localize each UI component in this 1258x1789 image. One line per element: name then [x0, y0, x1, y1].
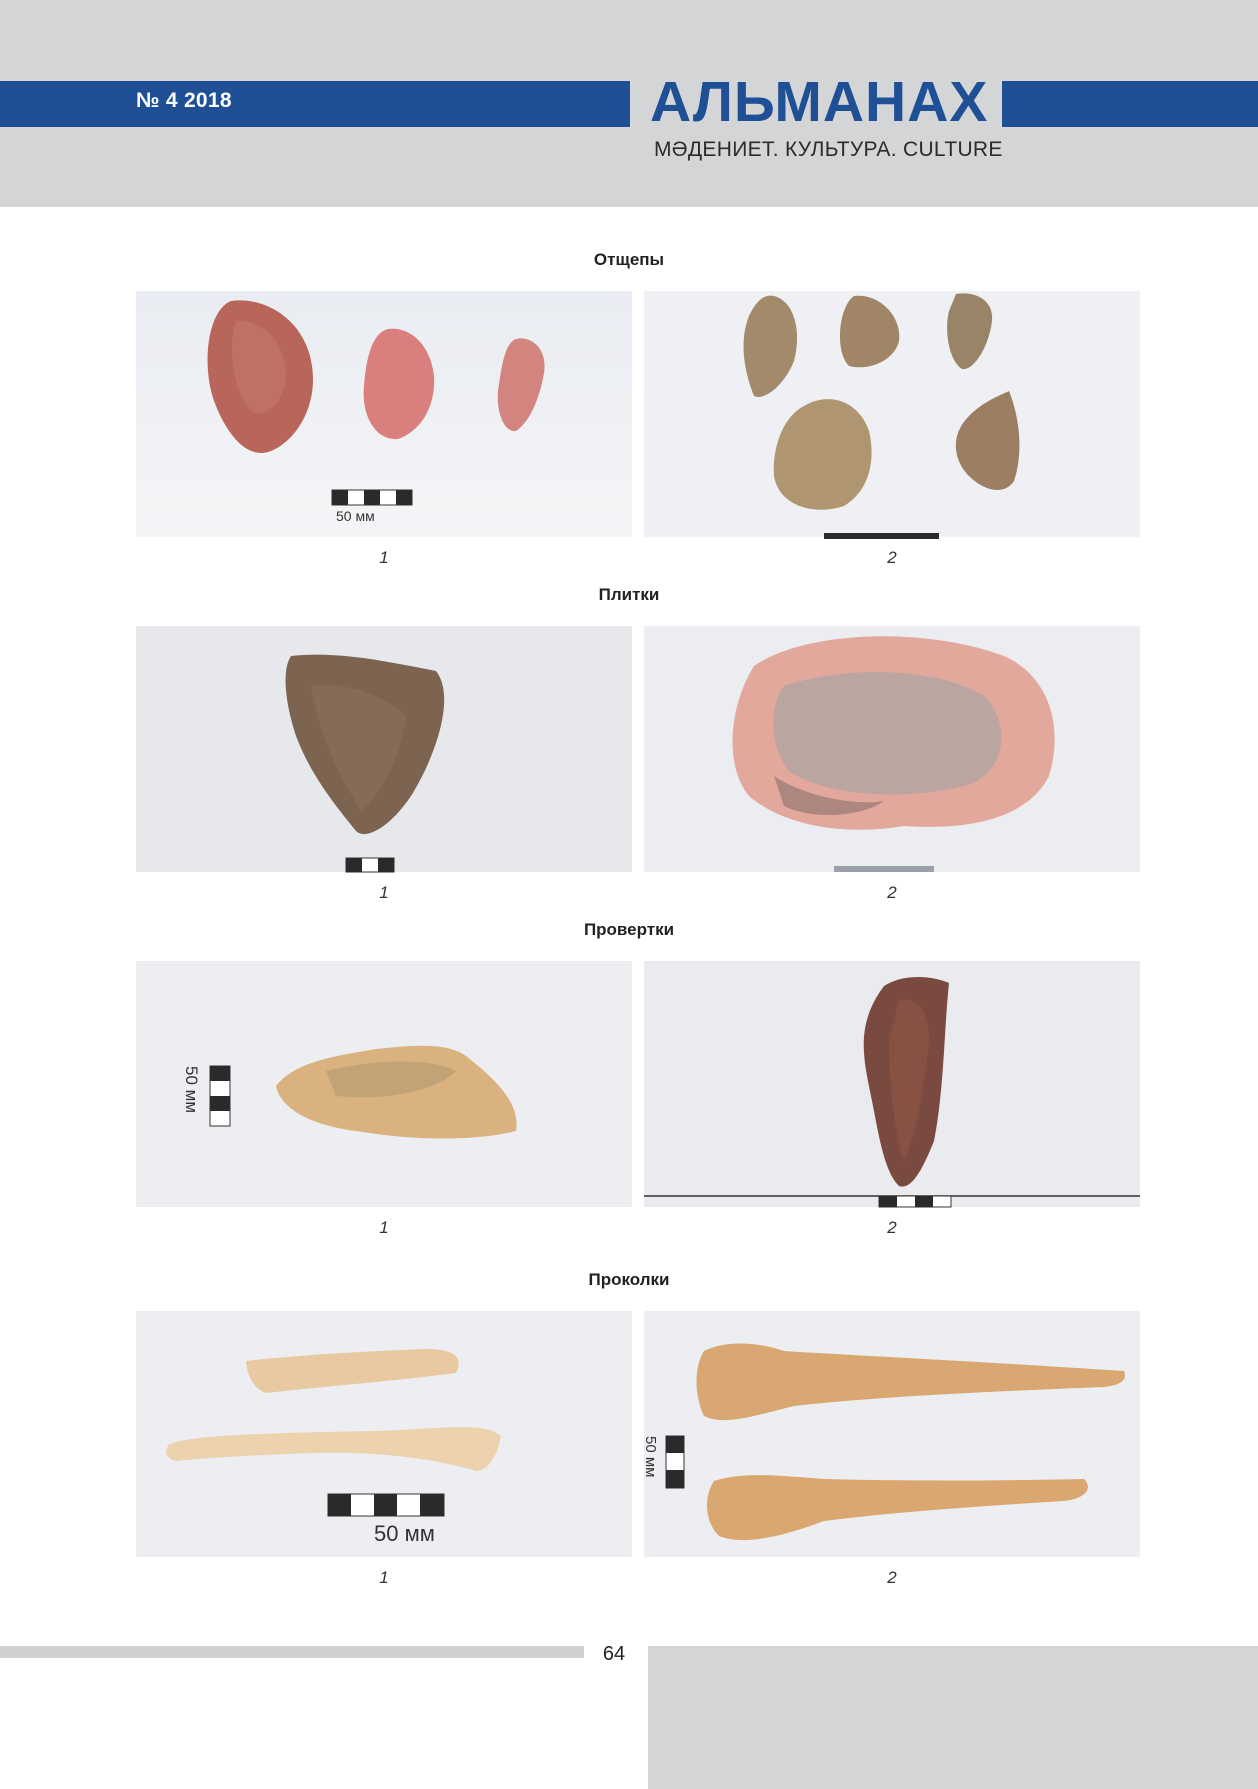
caption-flakes-1: 1 — [379, 548, 389, 567]
photo-tiles-2 — [644, 626, 1140, 872]
photo-tiles-1 — [136, 626, 632, 872]
section-title-awls: Проколки — [588, 1270, 670, 1289]
caption-flakes-2: 2 — [887, 548, 897, 567]
footer-bar — [0, 1646, 584, 1658]
scale-bar — [332, 490, 412, 505]
caption-tiles-2: 2 — [887, 883, 897, 902]
section-title-drills: Провертки — [583, 920, 675, 939]
section-title-tiles: Плитки — [598, 585, 660, 604]
photo-awls-2 — [644, 1311, 1140, 1557]
header-bar-right — [1002, 81, 1258, 127]
caption-awls-2: 2 — [887, 1568, 897, 1587]
photo-awls-1 — [136, 1311, 632, 1557]
photo-drills-1 — [136, 961, 632, 1207]
footer-block — [648, 1646, 1258, 1789]
page-header — [0, 0, 1258, 207]
caption-awls-1: 1 — [379, 1568, 389, 1587]
caption-drills-1: 1 — [379, 1218, 389, 1237]
journal-title: АЛЬМАНАХ — [650, 70, 989, 134]
section-title-flakes: Отщепы — [593, 250, 665, 269]
photo-flakes-1 — [136, 291, 632, 537]
issue-number: № 4 2018 — [136, 89, 232, 112]
photo-flakes-2 — [644, 291, 1140, 537]
scale-label: 50 мм — [374, 1521, 435, 1546]
photo-drills-2 — [644, 961, 1140, 1207]
header-bar-left — [0, 81, 630, 127]
caption-drills-2: 2 — [887, 1218, 897, 1237]
scale-label: 50 мм — [336, 508, 375, 524]
page-number: 64 — [602, 1643, 626, 1665]
scale-label: 50 мм — [182, 1066, 201, 1114]
journal-subtitle: МӘДЕНИЕТ. КУЛЬТУРА. CULTURE — [654, 138, 1003, 161]
caption-tiles-1: 1 — [379, 883, 389, 902]
scale-label: 50 мм — [642, 1436, 659, 1478]
